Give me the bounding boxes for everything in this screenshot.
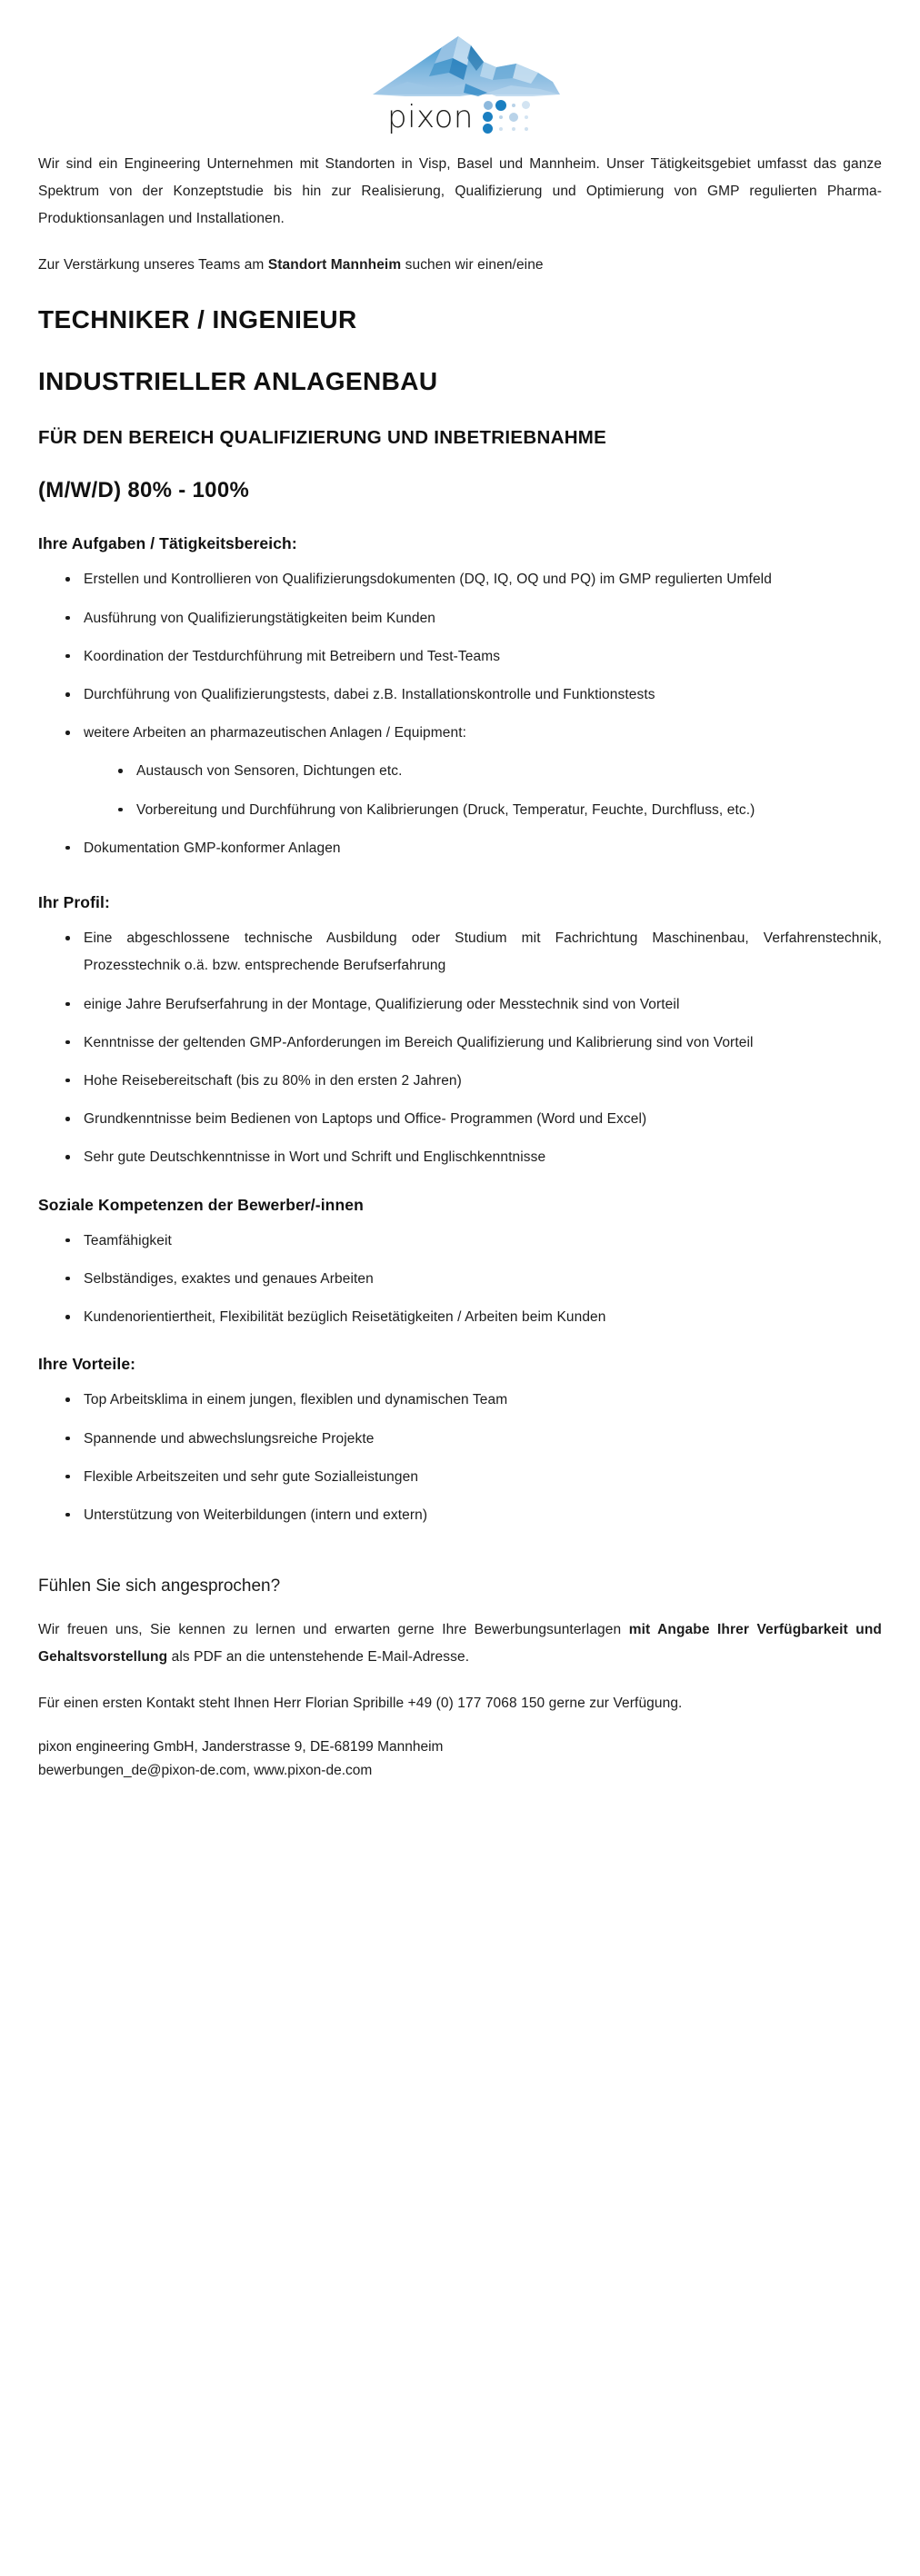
tasks-list bbox=[38, 566, 882, 862]
tasks-sub-list bbox=[84, 758, 882, 823]
list-item: Selbständiges, exaktes und genaues Arbeiten bbox=[38, 1266, 882, 1293]
social-list bbox=[38, 1228, 882, 1332]
application-post: als PDF an die untenstehende E-Mail-Adresse. bbox=[167, 1649, 470, 1666]
section-heading-profile: Ihr Profil: bbox=[38, 893, 110, 912]
location-pre: Zur Verstärkung unseres Teams am bbox=[38, 256, 268, 273]
list-item: Unterstützung von Weiterbildungen (intern und extern) bbox=[38, 1502, 882, 1529]
contact-person-paragraph: Für einen ersten Kontakt steht Ihnen Herr Florian Spribille +49 (0) 177 7068 150 gerne zur Verfügung. bbox=[38, 1695, 683, 1711]
location-paragraph bbox=[38, 252, 882, 279]
list-item: Eine abgeschlossene technische Ausbildung oder Studium mit Fachrichtung Maschinenbau, Verfahrenstechnik, Prozesstechnik o.ä. bzw. entsprechende Berufserfahrung bbox=[38, 925, 882, 980]
list-item: Ausführung von Qualifizierungstätigkeiten beim Kunden bbox=[38, 605, 882, 632]
list-item: Top Arbeitsklima in einem jungen, flexiblen und dynamischen Team bbox=[38, 1387, 882, 1414]
list-item: Sehr gute Deutschkenntnisse in Wort und Schrift und Englischkenntnisse bbox=[38, 1144, 882, 1171]
list-item: Kenntnisse der geltenden GMP-Anforderungen im Bereich Qualifizierung und Kalibrierung sind von Vorteil bbox=[38, 1029, 882, 1057]
contact-links-line bbox=[38, 1759, 882, 1784]
list-item: Flexible Arbeitszeiten und sehr gute Sozialleistungen bbox=[38, 1464, 882, 1491]
closing-heading: Fühlen Sie sich angesprochen? bbox=[38, 1576, 281, 1596]
list-item-label: weitere Arbeiten an pharmazeutischen Anlagen / Equipment: bbox=[84, 725, 467, 741]
email-link[interactable]: bewerbungen_de@pixon-de.com bbox=[38, 1763, 246, 1779]
application-bold: mit Angabe Ihrer Verfügbarkeit und Gehaltsvorstellung bbox=[38, 1622, 882, 1666]
intro-paragraph: Wir sind ein Engineering Unternehmen mit Standorten in Visp, Basel und Mannheim. Unser Tätigkeitsgebiet umfasst das ganze Spektrum von der Konzeptstudie bis hin zur Realisierung, Qualifizierung und Optimierung von GMP regulierten Pharma-Produktionsanlagen und Installationen. bbox=[38, 156, 882, 227]
job-subtitle: FÜR DEN BEREICH QUALIFIZIERUNG UND INBETRIEBNAHME bbox=[38, 427, 607, 449]
benefits-list bbox=[38, 1387, 882, 1529]
mountain-icon bbox=[351, 25, 569, 96]
list-item: Erstellen und Kontrollieren von Qualifizierungsdokumenten (DQ, IQ, OQ und PQ) im GMP regulierten Umfeld bbox=[38, 566, 882, 593]
list-item: Hohe Reisebereitschaft (bis zu 80% in den ersten 2 Jahren) bbox=[38, 1068, 882, 1095]
dot-matrix-icon bbox=[482, 99, 533, 134]
list-item bbox=[38, 720, 882, 824]
list-item: Spannende und abwechslungsreiche Projekte bbox=[38, 1426, 882, 1453]
section-heading-benefits: Ihre Vorteile: bbox=[38, 1355, 136, 1374]
section-heading-tasks: Ihre Aufgaben / Tätigkeitsbereich: bbox=[38, 534, 297, 553]
job-title-line-2: INDUSTRIELLER ANLAGENBAU bbox=[38, 366, 438, 395]
list-item: Teamfähigkeit bbox=[38, 1228, 882, 1255]
list-item: Kundenorientiertheit, Flexibilität bezüglich Reisetätigkeiten / Arbeiten beim Kunden bbox=[38, 1304, 882, 1331]
sub-list-item: Austausch von Sensoren, Dichtungen etc. bbox=[84, 758, 882, 785]
list-item: Grundkenntnisse beim Bedienen von Laptops und Office- Programmen (Word und Excel) bbox=[38, 1106, 882, 1133]
website-link[interactable]: www.pixon-de.com bbox=[254, 1763, 373, 1779]
application-instructions bbox=[38, 1616, 882, 1671]
sub-list-item: Vorbereitung und Durchführung von Kalibrierungen (Druck, Temperatur, Feuchte, Durchfluss, etc.) bbox=[84, 797, 882, 824]
company-address: pixon engineering GmbH, Janderstrasse 9, DE-68199 Mannheim bbox=[38, 1738, 444, 1755]
job-title-line-1: TECHNIKER / INGENIEUR bbox=[38, 304, 357, 333]
company-logo bbox=[38, 0, 882, 151]
list-item: Koordination der Testdurchführung mit Betreibern und Test-Teams bbox=[38, 643, 882, 671]
location-bold: Standort Mannheim bbox=[267, 256, 402, 273]
application-pre: Wir freuen uns, Sie kennen zu lernen und erwarten gerne Ihre Bewerbungsunterlagen bbox=[38, 1622, 629, 1638]
list-item: Durchführung von Qualifizierungstests, dabei z.B. Installationskontrolle und Funktionstests bbox=[38, 681, 882, 709]
company-wordmark: pixon bbox=[387, 99, 474, 135]
list-item: einige Jahre Berufserfahrung in der Montage, Qualifizierung oder Messtechnik sind von Vorteil bbox=[38, 991, 882, 1019]
profile-list bbox=[38, 925, 882, 1172]
list-item: Dokumentation GMP-konformer Anlagen bbox=[38, 835, 882, 862]
location-post: suchen wir einen/eine bbox=[401, 256, 544, 273]
job-pensum: (M/W/D) 80% - 100% bbox=[38, 478, 250, 503]
contact-separator: , bbox=[245, 1763, 255, 1779]
section-heading-social: Soziale Kompetenzen der Bewerber/-innen bbox=[38, 1195, 364, 1214]
